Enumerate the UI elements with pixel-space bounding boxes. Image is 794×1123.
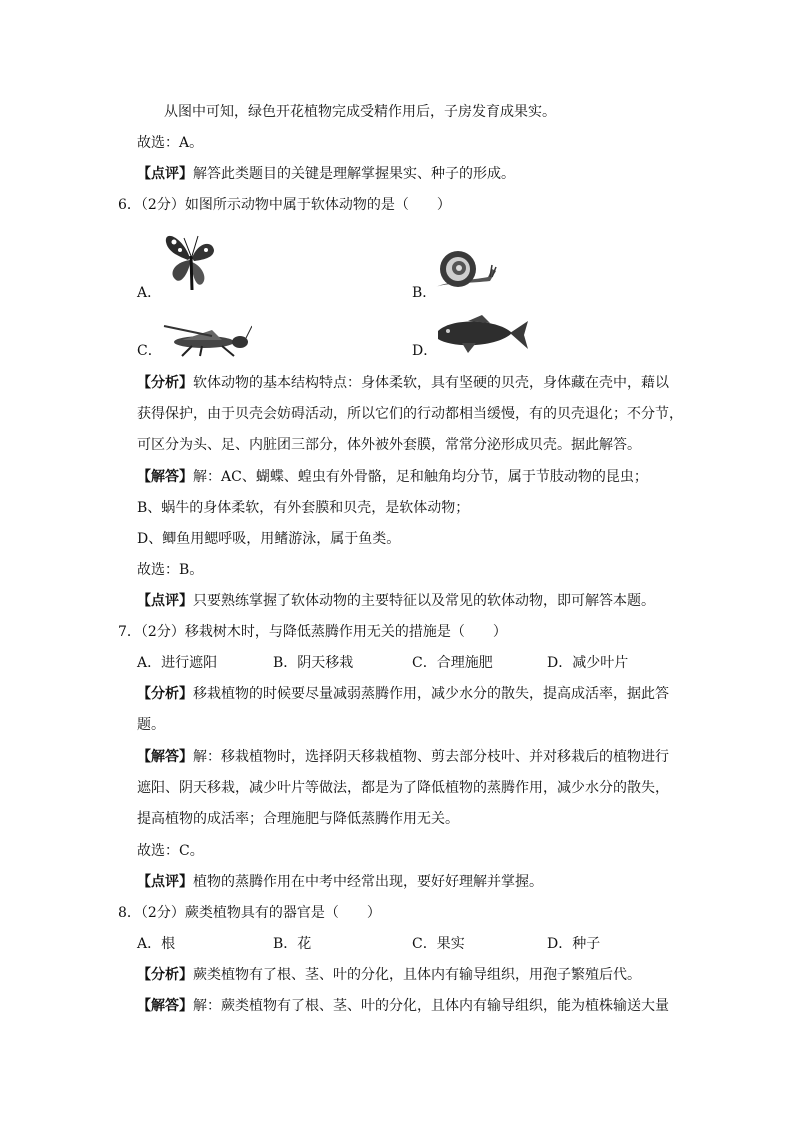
review-tag: 【点评】 <box>137 593 193 609</box>
q8-option-c[interactable]: C．果实 <box>412 936 465 952</box>
q8-option-d[interactable]: D．种子 <box>547 936 601 952</box>
q7-option-d[interactable]: D．减少叶片 <box>547 655 629 671</box>
analysis-tag: 【分析】 <box>137 375 193 391</box>
answer-text: 故选：A。 <box>137 135 204 151</box>
q6-option-b[interactable] <box>412 283 436 303</box>
grasshopper-icon <box>162 322 252 358</box>
q7-option-a[interactable]: A．进行遮阳 <box>137 655 218 671</box>
solution-text: 解：移栽植物时，选择阴天移栽植物、剪去部分枝叶、并对移栽后的植物进行 <box>193 749 669 765</box>
review-tag: 【点评】 <box>137 874 193 890</box>
q8-option-a[interactable]: A．根 <box>137 936 176 952</box>
q8-solution <box>137 996 669 1016</box>
review-text: 解答此类题目的关键是理解掌握果实、种子的形成。 <box>193 166 515 182</box>
analysis-text: 蕨类植物有了根、茎、叶的分化，且体内有输导组织，用孢子繁殖后代。 <box>193 967 641 983</box>
option-label: B． <box>412 285 437 301</box>
option-label: D． <box>412 343 438 359</box>
option-label: A． <box>137 285 162 301</box>
review-tag: 【点评】 <box>137 166 193 182</box>
solution-text: 解：AC、蝴蝶、蝗虫有外骨骼，足和触角均分节，属于节肢动物的昆虫； <box>193 469 648 485</box>
question-7-stem: 7．（2分）移栽树木时，与降低蒸腾作用无关的措施是（ ） <box>118 624 507 640</box>
fish-icon <box>432 315 530 355</box>
q6-solution-1 <box>137 467 648 487</box>
review-text: 植物的蒸腾作用在中考中经常出现，要好好理解并掌握。 <box>193 874 543 890</box>
solution-text: 解：蕨类植物有了根、茎、叶的分化，且体内有输导组织，能为植株输送大量 <box>193 998 669 1014</box>
q6-analysis-3: 可区分为头、足、内脏团三部分，体外被外套膜，常常分泌形成贝壳。据此解答。 <box>137 437 641 453</box>
solution-tag: 【解答】 <box>137 749 193 765</box>
review-text: 只要熟练掌握了软体动物的主要特征以及常见的软体动物，即可解答本题。 <box>193 593 655 609</box>
q8-analysis <box>137 965 641 985</box>
q6-analysis-1 <box>137 373 669 393</box>
q8-option-b[interactable]: B．花 <box>273 936 312 952</box>
snail-icon <box>434 249 498 293</box>
analysis-text: 移栽植物的时候要尽量减弱蒸腾作用，减少水分的散失，提高成活率，据此答 <box>193 686 669 702</box>
solution-tag: 【解答】 <box>137 469 193 485</box>
q6-analysis-2: 获得保护，由于贝壳会妨碍活动，所以它们的行动都相当缓慢，有的贝壳退化；不分节， <box>137 406 683 422</box>
q7-solution-3: 提高植物的成活率；合理施肥与降低蒸腾作用无关。 <box>137 811 459 827</box>
q6-answer: 故选：B。 <box>137 562 204 578</box>
q6-solution-2: B、蜗牛的身体柔软，有外套膜和贝壳，是软体动物； <box>137 500 470 516</box>
q7-option-c[interactable]: C．合理施肥 <box>412 655 493 671</box>
butterfly-icon <box>162 228 218 294</box>
review-paragraph <box>137 164 515 184</box>
question-6-stem: 6．（2分）如图所示动物中属于软体动物的是（ ） <box>118 197 451 213</box>
q6-solution-3: D、鲫鱼用鳃呼吸，用鳍游泳，属于鱼类。 <box>137 531 401 547</box>
q7-analysis-2: 题。 <box>137 717 165 733</box>
q6-review <box>137 591 655 611</box>
conclusion-text: 从图中可知，绿色开花植物完成受精作用后，子房发育成果实。 <box>164 104 556 120</box>
q6-option-c[interactable] <box>137 341 162 361</box>
q7-option-b[interactable]: B．阴天移栽 <box>273 655 354 671</box>
q7-solution-1 <box>137 747 669 767</box>
solution-tag: 【解答】 <box>137 998 193 1014</box>
analysis-tag: 【分析】 <box>137 967 193 983</box>
analysis-tag: 【分析】 <box>137 686 193 702</box>
question-8-stem: 8．（2分）蕨类植物具有的器官是（ ） <box>118 905 381 921</box>
option-label: C． <box>137 343 162 359</box>
q7-solution-2: 遮阳、阴天移栽，减少叶片等做法，都是为了降低植物的蒸腾作用，减少水分的散失， <box>137 780 669 796</box>
q6-option-a[interactable] <box>137 283 161 303</box>
analysis-text: 软体动物的基本结构特点：身体柔软，具有坚硬的贝壳，身体藏在壳中，藉以 <box>193 375 669 391</box>
q7-answer: 故选：C。 <box>137 843 204 859</box>
q7-analysis-1 <box>137 684 669 704</box>
q7-review <box>137 872 543 892</box>
